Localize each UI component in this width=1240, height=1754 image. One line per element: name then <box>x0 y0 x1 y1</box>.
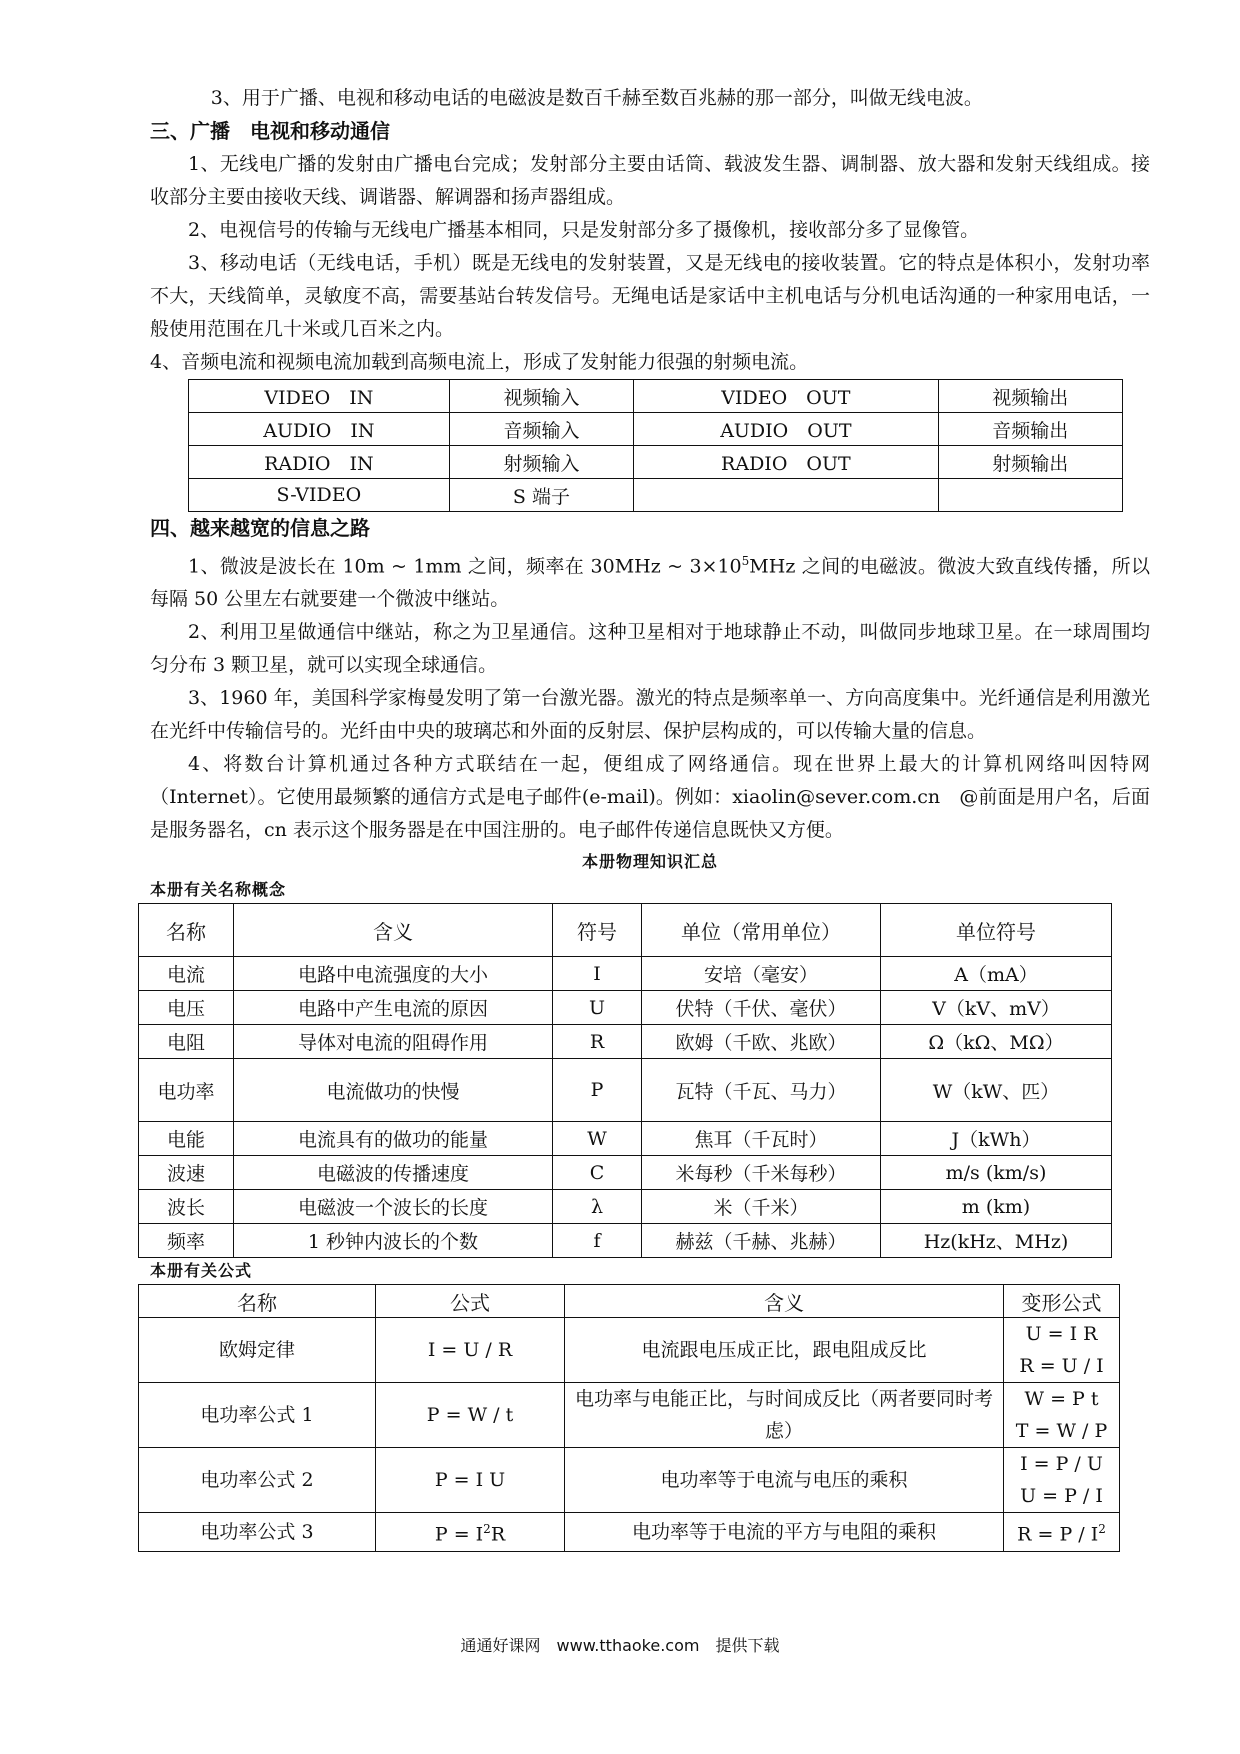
table-cell: 电流 <box>139 957 234 991</box>
table-row <box>139 1190 1112 1224</box>
paragraph-broadcast-3: 3、移动电话（无线电话，手机）既是无线电的发射装置，又是无线电的接收装置。它的特点是体积小，发射功率不大，天线简单，灵敏度不高，需要基站台转发信号。无绳电话是家话中主机电话与分机电话沟通的一种家用电话，一般使用范围在几十米或几百米之内。 <box>150 252 1150 340</box>
table-cell: U <box>553 991 642 1025</box>
table-cell: 电压 <box>139 991 234 1025</box>
table-row <box>139 1513 1120 1551</box>
table-cell: f <box>553 1224 642 1258</box>
table-header-row <box>139 1285 1120 1318</box>
formula-variants <box>1004 1513 1120 1551</box>
table-cell: W <box>553 1122 642 1156</box>
table-row <box>139 1448 1120 1513</box>
table-cell <box>938 479 1122 512</box>
table-cell: 电路中电流强度的大小 <box>234 957 553 991</box>
column-header: 变形公式 <box>1004 1285 1120 1318</box>
table-cell: W（kW、匹） <box>881 1059 1112 1122</box>
table-row <box>189 446 1123 479</box>
column-header: 含义 <box>565 1285 1004 1318</box>
table-cell: λ <box>553 1190 642 1224</box>
superscript: 5 <box>741 554 750 568</box>
document-page <box>150 82 1150 1552</box>
table-row <box>139 1383 1120 1448</box>
formula-name: 电功率公式 1 <box>139 1383 376 1448</box>
formula-name: 欧姆定律 <box>139 1318 376 1383</box>
table-cell <box>634 479 938 512</box>
formula-meaning: 电功率等于电流的平方与电阻的乘积 <box>565 1513 1004 1551</box>
table-row <box>139 1059 1112 1122</box>
table-cell: 电磁波的传播速度 <box>234 1156 553 1190</box>
table-cell: 欧姆（千欧、兆欧） <box>642 1025 881 1059</box>
formula-expression <box>376 1448 565 1513</box>
formula-table <box>138 1284 1120 1551</box>
variant-formula: T = W / P <box>1015 1420 1108 1443</box>
table-cell: 波速 <box>139 1156 234 1190</box>
table-header-row <box>139 904 1112 957</box>
paragraph-info-2: 2、利用卫星做通信中继站，称之为卫星通信。这种卫星相对于地球静止不动，叫做同步地球卫星。在一球周围均匀分布 3 颗卫星，就可以实现全球通信。 <box>150 621 1150 677</box>
table-row <box>139 1025 1112 1059</box>
formula-text: P = W / t <box>426 1404 514 1427</box>
column-header: 公式 <box>376 1285 565 1318</box>
table-cell: J（kWh） <box>881 1122 1112 1156</box>
column-header: 单位符号 <box>881 904 1112 957</box>
table-row <box>139 1156 1112 1190</box>
paragraph-info-1 <box>150 545 1150 616</box>
table-cell: 导体对电流的阻碍作用 <box>234 1025 553 1059</box>
variant-formula: U = I R <box>1025 1323 1098 1346</box>
table-cell: 射频输出 <box>938 446 1122 479</box>
table-cell: 伏特（千伏、毫伏） <box>642 991 881 1025</box>
table-cell: A（mA） <box>881 957 1112 991</box>
paragraph-broadcast-4: 4、音频电流和视频电流加载到高频电流上，形成了发射能力很强的射频电流。 <box>150 351 809 373</box>
table-cell: 电流具有的做功的能量 <box>234 1122 553 1156</box>
table-cell: 焦耳（千瓦时） <box>642 1122 881 1156</box>
table-cell: 安培（毫安） <box>642 957 881 991</box>
formula-text: P = I U <box>434 1469 506 1492</box>
section-heading-information: 四、越来越宽的信息之路 <box>150 516 370 540</box>
formula-variants <box>1004 1318 1120 1383</box>
table-cell: 1 秒钟内波长的个数 <box>234 1224 553 1258</box>
column-header: 名称 <box>139 1285 376 1318</box>
table-cell: P <box>553 1059 642 1122</box>
table-cell: 射频输入 <box>449 446 633 479</box>
table-cell: 视频输出 <box>938 380 1122 413</box>
table-cell: 电阻 <box>139 1025 234 1059</box>
variant-formula: R = U / I <box>1019 1355 1104 1378</box>
paragraph-info-4: 4、将数台计算机通过各种方式联结在一起，便组成了网络通信。现在世界上最大的计算机网络叫因特网（Internet）。它使用最频繁的通信方式是电子邮件(e-mail)。例如：xiaolin@sever.com.cn @前面是用户名，后面是服务器名，cn 表示这个服务器是在中国注册的。电子邮件传递信息既快又方便。 <box>150 753 1150 842</box>
formula-meaning: 电流跟电压成正比，跟电阻成反比 <box>565 1318 1004 1383</box>
section-heading-broadcast: 三、广播 电视和移动通信 <box>150 119 390 143</box>
table-cell: 波长 <box>139 1190 234 1224</box>
formula-meaning: 电功率等于电流与电压的乘积 <box>565 1448 1004 1513</box>
table-cell: 视频输入 <box>449 380 633 413</box>
formula-expression <box>376 1383 565 1448</box>
column-header: 含义 <box>234 904 553 957</box>
table-cell: 频率 <box>139 1224 234 1258</box>
table-cell: 音频输入 <box>449 413 633 446</box>
table-cell: 赫兹（千赫、兆赫） <box>642 1224 881 1258</box>
summary-title: 本册物理知识汇总 <box>581 852 718 872</box>
table-cell: 音频输出 <box>938 413 1122 446</box>
table-cell: 瓦特（千瓦、马力） <box>642 1059 881 1122</box>
variant-formula: R = P / I <box>1017 1523 1099 1546</box>
table-cell: VIDEO OUT <box>634 380 938 413</box>
formula-text: I = U / R <box>427 1339 513 1362</box>
formula-text: P = I <box>434 1523 484 1546</box>
paragraph-broadcast-1: 1、无线电广播的发射由广播电台完成；发射部分主要由话筒、载波发生器、调制器、放大器和发射天线组成。接收部分主要由接收天线、调谐器、解调器和扬声器组成。 <box>150 153 1150 208</box>
paragraph-radio-waves: 3、用于广播、电视和移动电话的电磁波是数百千赫至数百兆赫的那一部分，叫做无线电波。 <box>210 87 983 109</box>
formula-variants <box>1004 1383 1120 1448</box>
table-cell: AUDIO IN <box>189 413 450 446</box>
table-cell: RADIO OUT <box>634 446 938 479</box>
table-cell: S 端子 <box>449 479 633 512</box>
table-cell: 电功率 <box>139 1059 234 1122</box>
superscript: 2 <box>483 1522 491 1537</box>
table-cell: 电路中产生电流的原因 <box>234 991 553 1025</box>
formula-name: 电功率公式 3 <box>139 1513 376 1551</box>
formula-meaning: 电功率与电能正比，与时间成反比（两者要同时考虑） <box>565 1383 1004 1448</box>
page-footer: 通通好课网 www.tthaoke.com 提供下载 <box>460 1636 780 1655</box>
table-row <box>139 1122 1112 1156</box>
table-cell: C <box>553 1156 642 1190</box>
formula-name: 电功率公式 2 <box>139 1448 376 1513</box>
concept-table <box>138 903 1112 1258</box>
table-cell: AUDIO OUT <box>634 413 938 446</box>
table-cell: m (km) <box>881 1190 1112 1224</box>
table-cell: VIDEO IN <box>189 380 450 413</box>
formula-variants <box>1004 1448 1120 1513</box>
table-cell: 电磁波一个波长的长度 <box>234 1190 553 1224</box>
table-row <box>139 1318 1120 1383</box>
table-cell: R <box>553 1025 642 1059</box>
table-cell: V（kV、mV） <box>881 991 1112 1025</box>
table-cell: 米（千米） <box>642 1190 881 1224</box>
formula-table-heading: 本册有关公式 <box>150 1261 253 1281</box>
table-cell: 电流做功的快慢 <box>234 1059 553 1122</box>
formula-expression <box>376 1513 565 1551</box>
column-header: 名称 <box>139 904 234 957</box>
formula-text-tail: R <box>490 1523 506 1546</box>
table-cell: Hz(kHz、MHz) <box>881 1224 1112 1258</box>
table-row <box>189 479 1123 512</box>
table-row <box>139 991 1112 1025</box>
io-terminal-table <box>188 379 1123 512</box>
table-row <box>139 1224 1112 1258</box>
table-cell: 米每秒（千米每秒） <box>642 1156 881 1190</box>
table-row <box>189 380 1123 413</box>
variant-formula: W = P t <box>1024 1388 1099 1411</box>
table-cell: 电能 <box>139 1122 234 1156</box>
superscript: 2 <box>1098 1522 1106 1537</box>
table-cell: RADIO IN <box>189 446 450 479</box>
variant-formula: I = P / U <box>1020 1453 1103 1476</box>
paragraph-info-1-part-a: 1、微波是波长在 10m ~ 1mm 之间，频率在 30MHz ~ 3×10 <box>188 555 742 578</box>
paragraph-info-1-part-b: MHz 之间的电磁波。微波大致直线传播，所以每隔 50 公里左右就要建一个微波中继站。 <box>150 555 1150 611</box>
table-cell: S-VIDEO <box>189 479 450 512</box>
variant-formula: U = P / I <box>1020 1485 1103 1508</box>
table-cell: m/s (km/s) <box>881 1156 1112 1190</box>
formula-expression <box>376 1318 565 1383</box>
table-cell: Ω（kΩ、MΩ） <box>881 1025 1112 1059</box>
table-row <box>189 413 1123 446</box>
column-header: 符号 <box>553 904 642 957</box>
table-row <box>139 957 1112 991</box>
paragraph-broadcast-2: 2、电视信号的传输与无线电广播基本相同，只是发射部分多了摄像机，接收部分多了显像管。 <box>188 219 980 241</box>
column-header: 单位（常用单位） <box>642 904 881 957</box>
paragraph-info-3: 3、1960 年，美国科学家梅曼发明了第一台激光器。激光的特点是频率单一、方向高度集中。光纤通信是利用激光在光纤中传输信号的。光纤由中央的玻璃芯和外面的反射层、保护层构成的，可以传输大量的信息。 <box>150 687 1150 743</box>
names-table-heading: 本册有关名称概念 <box>150 880 287 900</box>
table-cell: I <box>553 957 642 991</box>
